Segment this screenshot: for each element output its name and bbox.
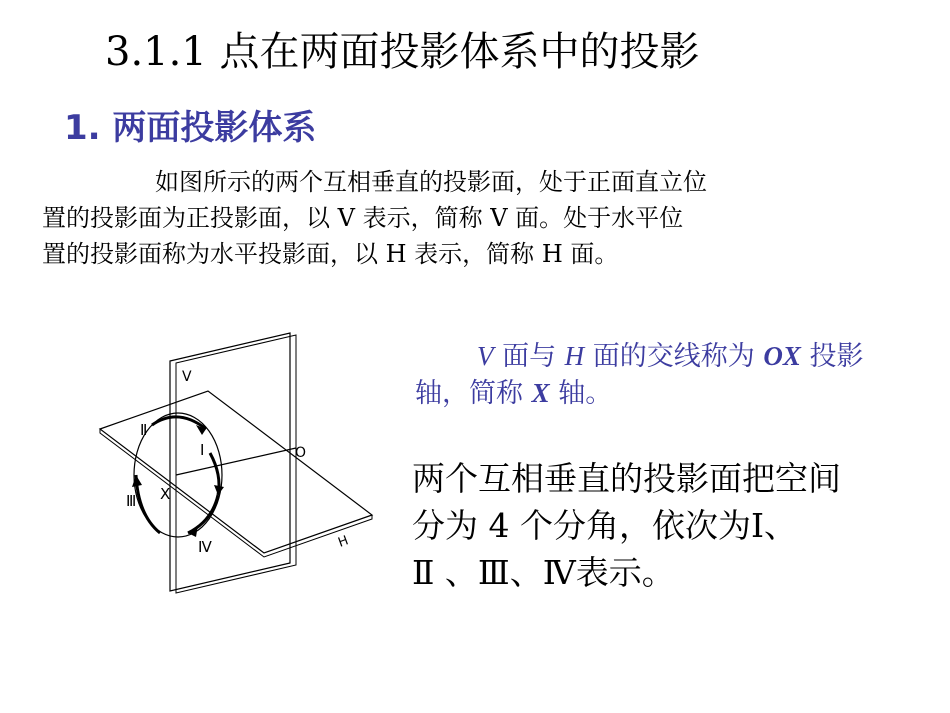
label-o: O xyxy=(295,445,307,461)
note-text-1: 面与 xyxy=(493,341,565,372)
note-text-4: 轴，简称 xyxy=(415,378,532,409)
projection-planes-figure xyxy=(90,325,390,604)
intro-paragraph xyxy=(42,164,902,272)
quadrant-label-1: Ⅰ xyxy=(200,441,205,459)
label-h: H xyxy=(336,533,351,551)
note-ox: OX xyxy=(763,341,801,371)
description-line-3: Ⅱ 、Ⅲ、Ⅳ表示。 xyxy=(412,553,675,592)
note-x: X xyxy=(531,378,550,408)
quadrant-label-4: Ⅳ xyxy=(198,538,212,556)
paragraph-line-2: 置的投影面为正投影面，以 V 表示，简称 V 面。处于水平位 xyxy=(42,204,684,232)
ox-axis-note xyxy=(415,338,863,412)
slide-title: 3.1.1 点在两面投影体系中的投影 xyxy=(105,29,700,75)
note-text-5: 轴。 xyxy=(549,378,613,409)
quadrant-label-2: Ⅱ xyxy=(140,421,148,439)
note-line-1 xyxy=(415,338,863,375)
section-heading: 1. 两面投影体系 xyxy=(64,108,317,148)
note-text-2: 面的交线称为 xyxy=(584,341,764,372)
quadrant-description xyxy=(412,455,841,596)
projection-diagram xyxy=(90,325,390,600)
paragraph-line-3: 置的投影面称为水平投影面，以 H 表示，简称 H 面。 xyxy=(42,240,619,268)
description-line-1: 两个互相垂直的投影面把空间 xyxy=(412,459,841,498)
note-v: V xyxy=(477,341,494,371)
note-text-3: 投影 xyxy=(800,341,864,372)
label-v: V xyxy=(182,369,192,385)
note-line-2 xyxy=(415,375,863,412)
note-h: H xyxy=(564,341,585,371)
paragraph-line-1: 如图所示的两个互相垂直的投影面，处于正面直立位 xyxy=(155,168,707,196)
label-x: X xyxy=(160,485,171,503)
quadrant-label-3: Ⅲ xyxy=(126,492,137,510)
description-line-2: 分为 4 个分角，依次为Ⅰ、 xyxy=(412,506,798,545)
